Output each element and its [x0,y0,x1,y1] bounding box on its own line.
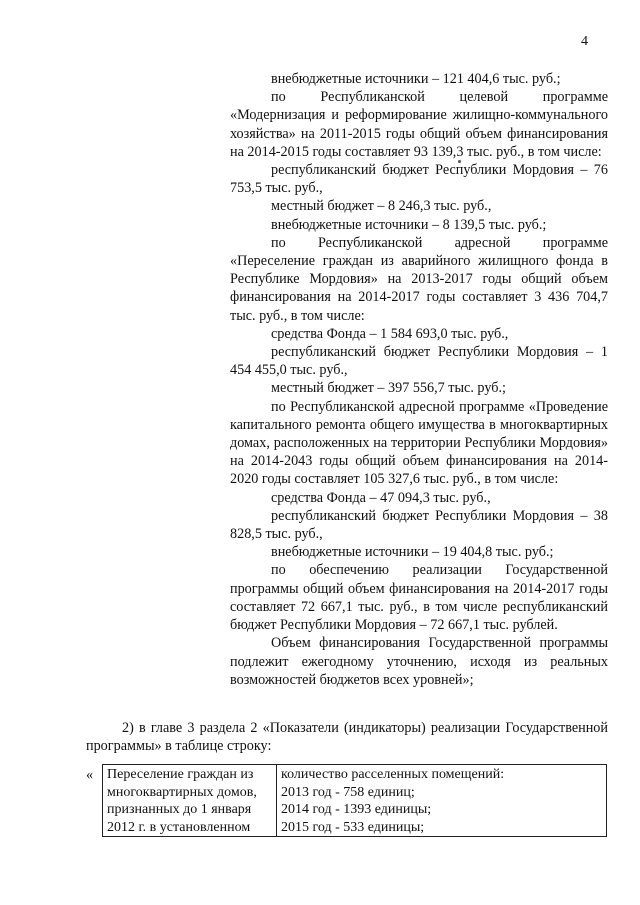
indicator-value-line: количество расселенных помещений: [281,767,505,782]
indicator-values-cell [277,765,607,837]
indicator-value-line: 2013 год - 758 единиц; [281,784,415,800]
item-2-paragraph [86,719,608,755]
indicators-table [102,764,607,837]
column-paragraph: республиканский бюджет Республики Мордовия – 76 753,5 тыс. руб., [230,162,608,197]
column-paragraph: Объем финансирования Государственной программы подлежит ежегодному уточнению, исходя из реальных возможностей бюджетов всех уровней»; [230,635,608,688]
column-paragraph: по Республиканской адресной программе «Проведение капитального ремонта общего имущества в многоквартирных домах, расположенных на территории Республики Мордовия» на 2014-2043 годы общий объем финансирования на 2014-2020 годы составляет 105 327,6 тыс. руб., в том числе: [230,398,608,488]
column-paragraph: республиканский бюджет Республики Мордовия – 38 828,5 тыс. руб., [230,507,608,543]
column-paragraph: местный бюджет – 8 246,3 тыс. руб., [271,198,492,215]
column-paragraph: по обеспечению реализации Государственной программы общий объем финансирования на 2014-2017 годы составляет 72 667,1 тыс. руб., в том числе республиканский бюджет Республики Мордовия – 72 667,1 тыс. рублей. [230,562,608,634]
page-number: 4 [581,34,588,49]
item-2-text: 2) в главе 3 раздела 2 «Показатели (индикаторы) реализации Государственной программы» в таблице строку: [86,720,608,755]
column-paragraph: республиканский бюджет Республики Мордовия – 1 454 455,0 тыс. руб., [230,344,608,379]
column-paragraph: средства Фонда – 47 094,3 тыс. руб., [271,489,491,506]
column-paragraph: по Республиканской целевой программе «Модернизация и реформирование жилищно-коммунального хозяйства» на 2011-2015 годы общий объем финансирования на 2014-2015 годы составляет 93 139,3 тыс. руб., в том числе: [230,89,608,160]
table-row [103,765,607,837]
column-paragraph: внебюджетные источники – 8 139,5 тыс. руб.; [271,216,547,233]
column-paragraph: местный бюджет – 397 556,7 тыс. руб.; [271,380,506,397]
column-paragraph: внебюджетные источники – 121 404,6 тыс. руб.; [271,71,561,87]
indicator-name-cell: Переселение граждан из многоквартирных домов, признанных до 1 января 2012 г. в установленном [103,765,277,837]
indicator-value-line: 2014 год - 1393 единицы; [281,802,432,818]
column-paragraph: по Республиканской адресной программе «Переселение граждан из аварийного жилищного фонда в Республике Мордовия» на 2013-2017 годы общий объем финансирования на 2014-2017 годы составляет 3 436 704,7 тыс. руб., в том числе: [230,234,608,324]
indicator-value-line: 2015 год - 533 единицы; [281,819,425,835]
column-paragraph: средства Фонда – 1 584 693,0 тыс. руб., [271,325,509,342]
opening-quote: « [86,767,94,783]
column-paragraph: внебюджетные источники – 19 404,8 тыс. руб.; [271,544,554,561]
financing-column [230,70,608,689]
